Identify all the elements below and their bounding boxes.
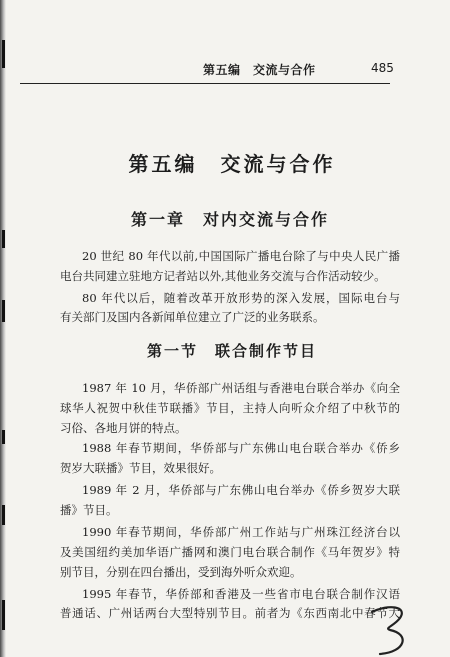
paragraph-line: 习俗、各地月饼的特点。 bbox=[60, 421, 187, 435]
paragraph-line: 80 年代以后，随着改革开放形势的深入发展，国际电台与 bbox=[82, 291, 400, 305]
paragraph-line: 普通话、广州话两台大型特别节目。前者为《东西南北中春节大 bbox=[60, 606, 400, 620]
paragraph-line: 1988 年春节期间，华侨部与广东佛山电台联合举办《侨乡 bbox=[82, 441, 400, 455]
paragraph-line: 有关部门及国内各新闻单位建立了广泛的业务联系。 bbox=[60, 310, 325, 324]
paragraph-line: 20 世纪 80 年代以前,中国国际广播电台除了与中央人民广播 bbox=[82, 249, 400, 263]
section-title: 第一节 联合制作节目 bbox=[146, 342, 317, 360]
binding-mark bbox=[2, 430, 5, 444]
paragraph-line: 贺岁大联播》节目，效果很好。 bbox=[60, 461, 221, 475]
part-title: 第五编 交流与合作 bbox=[128, 152, 336, 176]
header-rule bbox=[20, 83, 390, 84]
running-header-title: 第五编 交流与合作 bbox=[203, 63, 316, 77]
binding-mark bbox=[2, 40, 5, 68]
running-header bbox=[18, 60, 450, 82]
binding-mark bbox=[2, 505, 5, 525]
paragraph-line: 播》节目。 bbox=[60, 503, 118, 517]
paragraph-line: 电台共同建立驻地方记者站以外,其他业务交流与合作活动较少。 bbox=[60, 269, 386, 283]
chapter-title: 第一章 对内交流与合作 bbox=[130, 210, 329, 229]
handwritten-mark-icon bbox=[360, 600, 430, 657]
binding-mark bbox=[2, 230, 5, 248]
paragraph-line: 球华人祝贺中秋佳节联播》节目，主持人向听众介绍了中秋节的 bbox=[60, 401, 400, 415]
page-number: 485 bbox=[371, 61, 394, 75]
paragraph-line: 1989 年 2 月，华侨部与广东佛山电台举办《侨乡贺岁大联 bbox=[82, 483, 400, 497]
paragraph-line: 1987 年 10 月，华侨部广州话组与香港电台联合举办《向全 bbox=[82, 381, 400, 395]
paragraph-line: 1995 年春节，华侨部和香港及一些省市电台联合制作汉语 bbox=[82, 587, 400, 601]
paragraph-line: 别节目，分别在四台播出，受到海外听众欢迎。 bbox=[60, 565, 302, 579]
binding-mark bbox=[2, 300, 5, 322]
page-edge-shadow bbox=[0, 0, 6, 657]
binding-mark bbox=[2, 600, 5, 630]
paragraph-line: 及美国纽约美加华语广播网和澳门电台联合制作《马年贺岁》特 bbox=[60, 545, 400, 559]
paragraph-line: 1990 年春节期间，华侨部广州工作站与广州珠江经济台以 bbox=[82, 525, 400, 539]
